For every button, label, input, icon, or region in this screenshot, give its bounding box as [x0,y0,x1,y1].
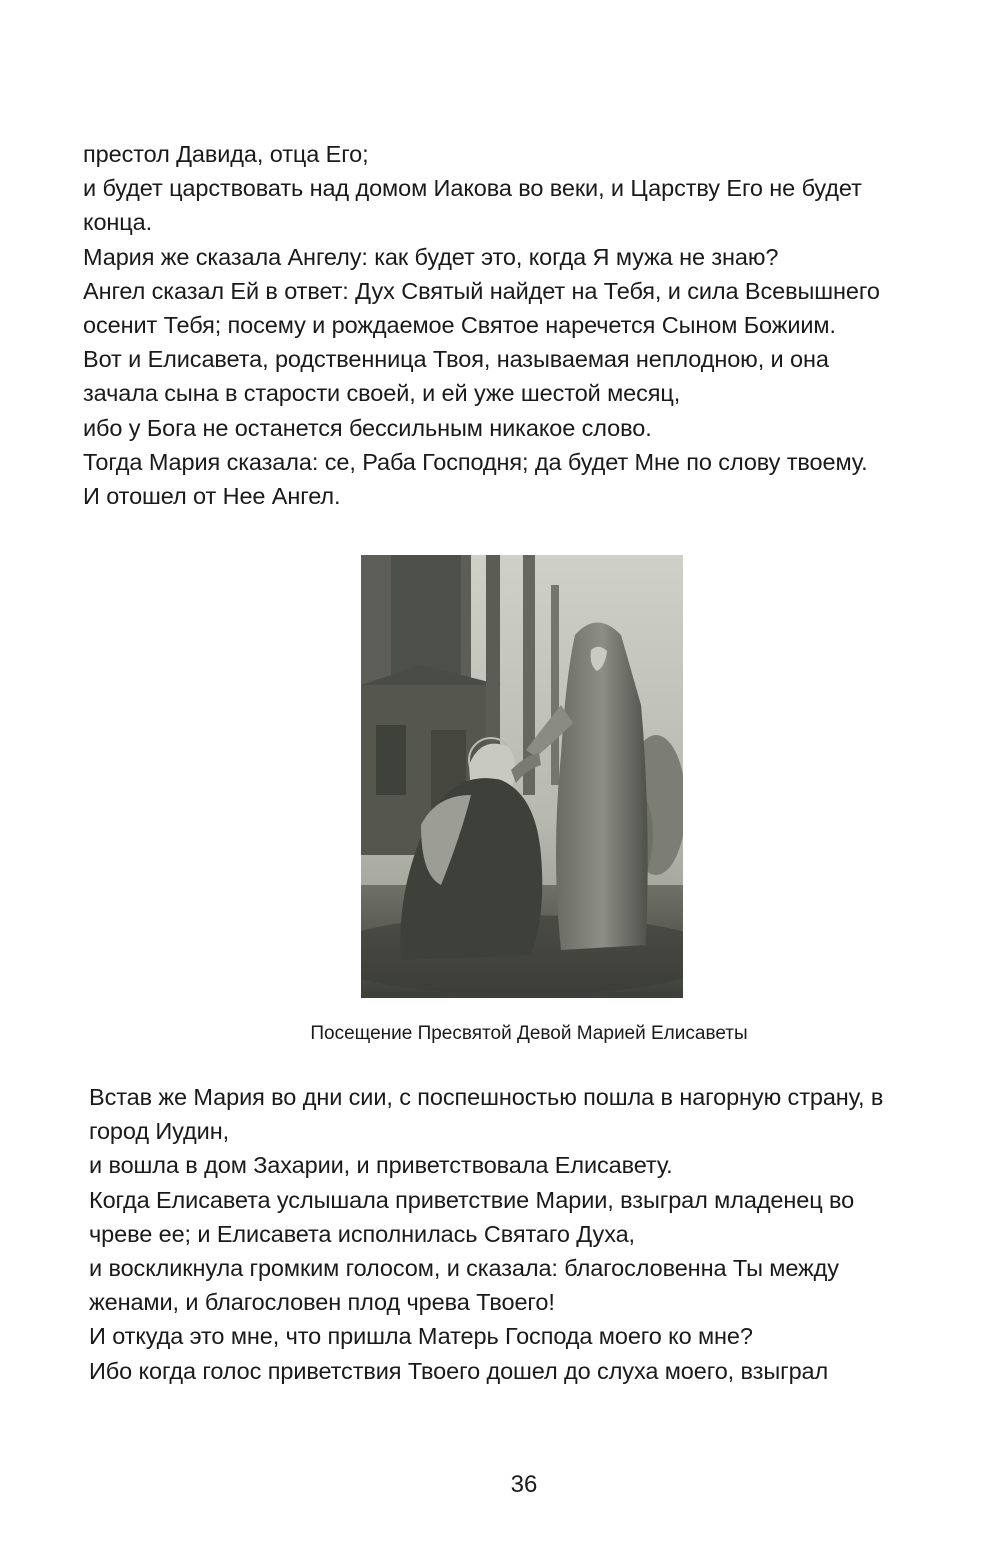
text-line: Вот и Елисавета, родственница Твоя, называемая неплодною, и она [83,346,829,373]
text-line: город Иудин, [89,1118,229,1145]
text-line: и воскликнула громким голосом, и сказала: благословенна Ты между [89,1254,839,1281]
text-line: женами, и благословен плод чрева Твоего! [89,1289,555,1316]
text-line: чреве ее; и Елисавета исполнилась Святаго Духа, [89,1220,635,1247]
text-line: конца. [83,209,153,236]
page-number: 36 [510,1471,538,1498]
text-line: и будет царствовать над домом Иакова во веки, и Царству Его не будет [83,175,862,202]
text-line: ибо у Бога не останется бессильным никакое слово. [83,414,652,441]
text-line: осенит Тебя; посему и рождаемое Святое наречется Сыном Божиим. [83,311,836,338]
scripture-text-bottom [89,1080,883,1388]
illustration-caption: Посещение Пресвятой Девой Марией Елисаветы [310,1023,748,1044]
scripture-text-top [83,137,880,513]
text-line: зачала сына в старости своей, и ей уже шестой месяц, [83,380,681,407]
text-line: И откуда это мне, что пришла Матерь Господа моего ко мне? [89,1323,753,1350]
text-line: престол Давида, отца Его; [83,141,369,167]
text-line: и вошла в дом Захарии, и приветствовала Елисавету. [89,1152,673,1179]
text-line: Мария же сказала Ангелу: как будет это, когда Я мужа не знаю? [83,243,779,270]
text-line: Ибо когда голос приветствия Твоего дошел до слуха моего, взыграл [89,1357,829,1384]
text-line: Когда Елисавета услышала приветствие Марии, взыграл младенец во [89,1186,855,1213]
text-line: Тогда Мария сказала: се, Раба Господня; да будет Мне по слову твоему. [83,448,868,475]
text-line: И отошел от Нее Ангел. [83,482,341,509]
illustration-artwork [361,555,683,998]
text-line: Ангел сказал Ей в ответ: Дух Святый найдет на Тебя, и сила Всевышнего [83,277,880,304]
visitation-illustration [361,555,683,998]
text-line: Встав же Мария во дни сии, с поспешностью пошла в нагорную страну, в [89,1084,884,1110]
